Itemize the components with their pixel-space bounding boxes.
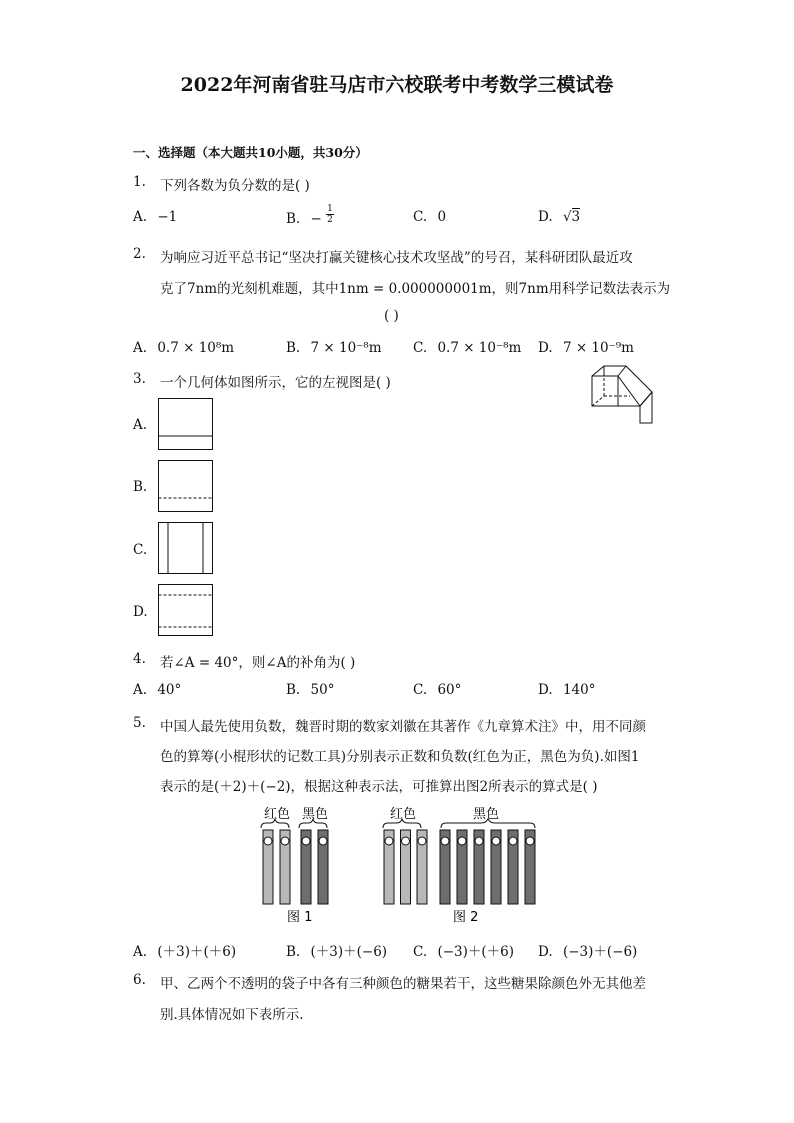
- q4-number: 4.: [133, 651, 146, 667]
- fraction-numerator: 1: [327, 204, 333, 214]
- option-label: D.: [538, 944, 553, 960]
- q3-solid-figure: [590, 364, 660, 428]
- option-text: 0.7 × 10⁻⁸m: [437, 340, 522, 356]
- black-rod-hole: [526, 837, 534, 845]
- option-label: D.: [538, 209, 553, 225]
- black-rod-hole: [509, 837, 517, 845]
- black-rod-hole: [458, 837, 466, 845]
- q3-option-a-figure[interactable]: [158, 398, 214, 451]
- q3-option-b-figure[interactable]: [158, 460, 214, 513]
- q3-number: 3.: [133, 371, 146, 387]
- q3-option-a-label[interactable]: A.: [133, 417, 148, 433]
- option-label: B.: [286, 944, 301, 960]
- option-label: A.: [133, 209, 148, 225]
- option-text: (−3)＋(−6): [562, 944, 638, 960]
- q6-line1: 甲、乙两个不透明的袋子中各有三种颜色的糖果若干，这些糖果除颜色外无其他差: [160, 976, 646, 992]
- q5-option-b[interactable]: [286, 940, 387, 960]
- q1-option-b[interactable]: [286, 204, 334, 225]
- q5-option-d[interactable]: [538, 940, 637, 960]
- q6-number: 6.: [133, 972, 146, 988]
- fig1-red-label: 红色: [264, 807, 291, 822]
- option-label: B.: [286, 682, 301, 698]
- option-text: 50°: [310, 682, 335, 698]
- black-rod-hole: [475, 837, 483, 845]
- radical-sign: √: [562, 209, 572, 225]
- fig2-red-label: 红色: [390, 807, 417, 822]
- option-text: 40°: [157, 682, 182, 698]
- q3-option-c-figure[interactable]: [158, 522, 214, 575]
- black-rod-hole: [492, 837, 500, 845]
- view-square: [159, 585, 213, 636]
- option-text: 7 × 10⁻⁸m: [310, 340, 382, 356]
- q2-option-b[interactable]: [286, 340, 382, 356]
- option-label: C.: [413, 682, 428, 698]
- q4-option-a[interactable]: [133, 682, 181, 698]
- q1-stem: 下列各数为负分数的是( ): [160, 178, 310, 194]
- solid-edge: [618, 376, 640, 406]
- q3-option-d-figure[interactable]: [158, 584, 214, 637]
- hidden-edge: [592, 396, 604, 406]
- q4-option-d[interactable]: [538, 682, 595, 698]
- solid-edge: [618, 366, 626, 376]
- fig2-rods: [384, 830, 535, 904]
- option-text: 7 × 10⁻⁹m: [562, 340, 634, 356]
- page-title: 2022年河南省驻马店市六校联考中考数学三模试卷: [180, 74, 614, 96]
- view-square: [159, 523, 213, 574]
- q1-option-c[interactable]: [413, 209, 446, 225]
- option-label: D.: [538, 340, 553, 356]
- section-header: 一、选择题（本大题共10小题，共30分）: [133, 145, 368, 160]
- q5-number: 5.: [133, 715, 146, 731]
- option-text: (＋3)＋(＋6): [157, 944, 237, 960]
- fraction-denominator: 2: [327, 215, 333, 225]
- option-text: −1: [157, 209, 178, 225]
- radicand: 3: [571, 209, 581, 225]
- option-label: B.: [286, 211, 301, 227]
- option-label: A.: [133, 682, 148, 698]
- red-rod-hole: [418, 837, 426, 845]
- q4-stem: 若∠A = 40°，则∠A的补角为( ): [160, 655, 356, 671]
- option-text: 60°: [437, 682, 462, 698]
- view-square: [159, 399, 213, 450]
- option-text: (−3)＋(＋6): [437, 944, 514, 960]
- fraction: [326, 204, 334, 225]
- q5-counting-rod-figure: [255, 800, 555, 930]
- fig1-black-label: 黑色: [302, 807, 329, 822]
- option-text: 140°: [562, 682, 596, 698]
- red-rod-hole: [402, 837, 410, 845]
- black-rod-hole: [441, 837, 449, 845]
- q1-option-a[interactable]: [133, 209, 177, 225]
- solid-outline: [592, 366, 652, 423]
- q6-line2: 别.具体情况如下表所示.: [160, 1007, 304, 1023]
- black-rod-hole: [302, 837, 310, 845]
- q2-number: 2.: [133, 246, 146, 262]
- option-text: −: [310, 211, 322, 227]
- q5-line1: 中国人最先使用负数，魏晋时期的数家刘徽在其著作《九章算术注》中，用不同颜: [160, 719, 646, 735]
- fig2-caption: 图 2: [453, 910, 479, 925]
- option-label: C.: [413, 340, 428, 356]
- q5-option-a[interactable]: [133, 940, 236, 960]
- option-text: 0.7 × 10⁸m: [157, 340, 235, 356]
- red-rod-hole: [281, 837, 289, 845]
- option-label: C.: [413, 209, 428, 225]
- option-text: (＋3)＋(−6): [310, 944, 388, 960]
- q2-line2: 克了7nm的光刻机难题，其中1nm = 0.000000001m，则7nm用科学记数法表示为: [160, 281, 671, 297]
- option-label: B.: [286, 340, 301, 356]
- q3-option-b-label[interactable]: B.: [133, 479, 148, 495]
- q3-option-d-label[interactable]: D.: [133, 604, 148, 620]
- q3-option-c-label[interactable]: C.: [133, 542, 148, 558]
- q2-line3: ( ): [384, 308, 399, 324]
- q2-option-c[interactable]: [413, 340, 521, 356]
- q5-line3: 表示的是(＋2)＋(−2)，根据这种表示法，可推算出图2所表示的算式是( ): [160, 779, 598, 795]
- option-label: C.: [413, 944, 428, 960]
- option-label: A.: [133, 340, 148, 356]
- q2-line1: 为响应习近平总书记“坚决打赢关键核心技术攻坚战”的号召，某科研团队最近攻: [160, 250, 633, 266]
- option-label: A.: [133, 944, 148, 960]
- fig2-black-label: 黑色: [473, 807, 500, 822]
- q4-option-c[interactable]: [413, 682, 461, 698]
- q2-option-d[interactable]: [538, 340, 634, 356]
- q1-option-d[interactable]: [538, 209, 580, 225]
- red-rod-hole: [264, 837, 272, 845]
- q1-number: 1.: [133, 174, 146, 190]
- q3-stem: 一个几何体如图所示，它的左视图是( ): [160, 375, 391, 391]
- figure-2: [383, 807, 535, 925]
- solid-edge: [640, 392, 652, 406]
- red-rod-hole: [385, 837, 393, 845]
- q2-option-a[interactable]: [133, 340, 234, 356]
- fig1-caption: 图 1: [287, 910, 313, 925]
- fig1-rods: [263, 830, 328, 904]
- q5-option-c[interactable]: [413, 940, 514, 960]
- q4-option-b[interactable]: [286, 682, 334, 698]
- q5-line2: 色的算筹(小棍形状的记数工具)分别表示正数和负数(红色为正，黑色为负).如图1: [160, 749, 640, 765]
- figure-1: [261, 807, 328, 925]
- black-rod-hole: [319, 837, 327, 845]
- option-label: D.: [538, 682, 553, 698]
- option-text: 0: [437, 209, 447, 225]
- view-square: [159, 461, 213, 512]
